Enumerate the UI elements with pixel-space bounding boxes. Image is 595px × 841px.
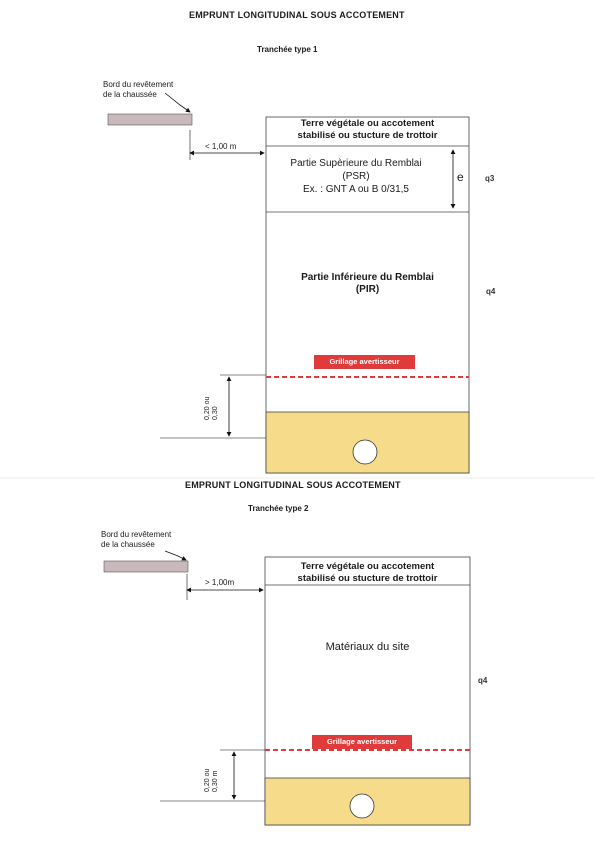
- distance-label-1: < 1,00 m: [205, 142, 237, 151]
- section-2-subtitle: Tranchée type 2: [248, 504, 309, 513]
- leader-edge-2: [165, 551, 186, 560]
- depth-label-2-line1: 0,20 ou: [204, 768, 211, 792]
- edge-label-2-line1: Bord du revêtement: [101, 530, 172, 539]
- depth-label-2-line2: 0,30 m: [212, 770, 219, 792]
- pir-line2: (PIR): [355, 284, 380, 295]
- section-2-drawing: [104, 551, 470, 825]
- q4-label-1: q4: [486, 287, 496, 296]
- edge-label-1-line1: Bord du revêtement: [103, 80, 174, 89]
- depth-label-1-line2: 0,30: [212, 406, 219, 420]
- warning-label-1: Grillage avertisseur: [314, 355, 415, 369]
- depth-label-1: [204, 397, 220, 420]
- psr-line2: (PSR): [342, 171, 370, 182]
- q4-label-2: q4: [478, 676, 488, 685]
- section-1-title: EMPRUNT LONGITUDINAL SOUS ACCOTEMENT: [189, 10, 405, 20]
- depth-label-2: [204, 769, 220, 792]
- pir-layer: [266, 272, 469, 296]
- top-layer-2: [265, 561, 470, 585]
- top-layer-2-line2: stabilisé ou stucture de trottoir: [297, 573, 438, 584]
- e-label: e: [457, 170, 464, 184]
- q3-label: q3: [485, 174, 495, 183]
- psr-line1: Partie Supèrieure du Remblai: [290, 158, 422, 169]
- top-layer-1-line2: stabilisé ou stucture de trottoir: [297, 130, 438, 141]
- pipe-2: [350, 794, 374, 818]
- distance-label-2: > 1,00m: [205, 578, 235, 587]
- psr-layer: [266, 157, 446, 196]
- edge-label-1: [103, 80, 173, 100]
- section-2-title: EMPRUNT LONGITUDINAL SOUS ACCOTEMENT: [185, 480, 401, 490]
- road-edge-1: [108, 114, 192, 125]
- pir-line1: Partie Inférieure du Remblai: [301, 272, 434, 283]
- top-layer-2-line1: Terre végétale ou accotement: [300, 561, 435, 572]
- edge-label-2: [101, 530, 171, 550]
- edge-label-2-line2: de la chaussée: [101, 540, 155, 549]
- top-layer-1-line1: Terre végétale ou accotement: [300, 118, 435, 129]
- material-label: Matériaux du site: [325, 641, 410, 653]
- pipe-1: [353, 440, 377, 464]
- warning-label-2: Grillage avertisseur: [312, 735, 412, 749]
- road-edge-2: [104, 561, 188, 572]
- section-1-subtitle: Tranchée type 1: [257, 45, 318, 54]
- top-layer-1: [266, 118, 469, 142]
- edge-label-1-line2: de la chaussée: [103, 90, 157, 99]
- psr-line3: Ex. : GNT A ou B 0/31,5: [303, 184, 409, 195]
- depth-label-1-line1: 0,20 ou: [204, 396, 211, 420]
